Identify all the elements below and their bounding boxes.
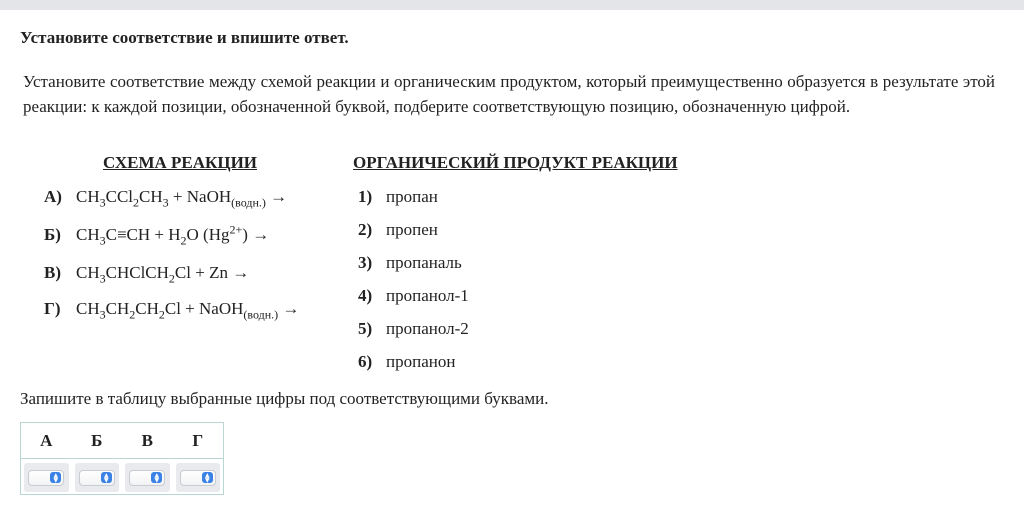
formula-part: CH (139, 187, 163, 206)
reaction-letter: А) (44, 187, 62, 206)
answer-cell-b (75, 463, 120, 492)
task-description: Установите соответствие между схемой реакции и органическим продуктом, который преимущественно образуется в результате этой реакции: к каждой позиции, обозначенной буквой, подберите соответствующую позицию, обозначенную цифрой. (23, 72, 995, 116)
formula-part: O (Hg (186, 225, 230, 244)
product-name: пропанон (386, 352, 456, 371)
reaction-v (44, 263, 249, 287)
formula-part: Cl + Zn → (174, 263, 250, 282)
answer-select-row (21, 459, 223, 496)
answer-cell-v (125, 463, 170, 492)
answer-header-a: А (40, 430, 53, 450)
reaction-scheme-header: СХЕМА РЕАКЦИИ (103, 153, 258, 172)
formula-part: 2 (129, 307, 136, 322)
answer-header-v: В (141, 430, 153, 450)
product-number: 2) (358, 220, 373, 239)
formula-part: 2+ (229, 222, 243, 237)
answer-select-g[interactable] (180, 470, 216, 486)
formula-part: CH (76, 299, 100, 318)
formula-part: 3 (162, 195, 169, 210)
reaction-letter: Г) (44, 299, 61, 318)
reaction-g (44, 299, 299, 323)
formula-part: CH (135, 299, 159, 318)
answer-select-b[interactable] (79, 470, 115, 486)
answer-cell-a (24, 463, 69, 492)
instruction-text: Запишите в таблицу выбранные цифры под соответствующими буквами. (20, 389, 549, 408)
chevron-up-down-icon: ▲ ▼ (202, 472, 213, 483)
formula-part: + NaOH (168, 187, 232, 206)
reaction-formula (76, 299, 300, 322)
product-name: пропанол-2 (386, 319, 469, 338)
formula-part: ) → (242, 225, 270, 244)
chevron-up-down-icon: ▲ ▼ (151, 472, 162, 483)
answer-header-row (21, 423, 223, 459)
formula-part: 2 (133, 195, 140, 210)
answer-select-v[interactable] (129, 470, 165, 486)
answer-table (20, 422, 224, 495)
reaction-b (44, 222, 270, 249)
formula-part: 3 (99, 271, 106, 286)
product-number: 1) (358, 187, 373, 206)
reaction-letter: В) (44, 263, 61, 282)
chevron-up-down-icon: ▲ ▼ (50, 472, 61, 483)
reaction-letter: Б) (44, 225, 61, 244)
product-number: 4) (358, 286, 373, 305)
product-2 (358, 220, 438, 244)
task-title: Установите соответствие и впишите ответ. (20, 28, 349, 47)
formula-part: CH (76, 263, 100, 282)
reaction-formula (76, 187, 288, 210)
product-name: пропен (386, 220, 438, 239)
product-6 (358, 352, 455, 376)
product-5 (358, 319, 469, 343)
top-bar (0, 0, 1024, 10)
product-number: 6) (358, 352, 373, 371)
product-header: ОРГАНИЧЕСКИЙ ПРОДУКТ РЕАКЦИИ (353, 153, 678, 172)
reaction-formula (76, 222, 270, 248)
formula-part: CH (105, 299, 130, 318)
product-4 (358, 286, 469, 310)
answer-select-a[interactable] (28, 470, 64, 486)
formula-part: CHClCH (105, 263, 169, 282)
formula-part: 3 (99, 233, 106, 248)
formula-part: C≡CH + H (105, 225, 181, 244)
answer-header-b: Б (91, 430, 103, 450)
formula-part: Cl + NaOH (164, 299, 244, 318)
formula-part: 3 (99, 307, 106, 322)
product-name: пропан (386, 187, 438, 206)
formula-part: (водн.) (231, 195, 266, 210)
product-name: пропаналь (386, 253, 462, 272)
formula-part: → (278, 299, 300, 318)
product-name: пропанол-1 (386, 286, 469, 305)
formula-part: CH (76, 225, 100, 244)
product-number: 5) (358, 319, 373, 338)
formula-part: CH (76, 187, 100, 206)
formula-part: CCl (105, 187, 134, 206)
reaction-formula (76, 263, 250, 286)
answer-header-g: Г (192, 430, 204, 450)
chevron-up-down-icon: ▲ ▼ (101, 472, 112, 483)
product-number: 3) (358, 253, 373, 272)
reaction-a (44, 187, 287, 211)
formula-part: 2 (180, 233, 187, 248)
product-3 (358, 253, 462, 277)
formula-part: → (265, 187, 288, 206)
answer-cell-g (176, 463, 221, 492)
formula-part: 2 (158, 307, 165, 322)
formula-part: 3 (99, 195, 106, 210)
product-1 (358, 187, 438, 211)
formula-part: (водн.) (243, 307, 279, 322)
formula-part: 2 (168, 271, 175, 286)
